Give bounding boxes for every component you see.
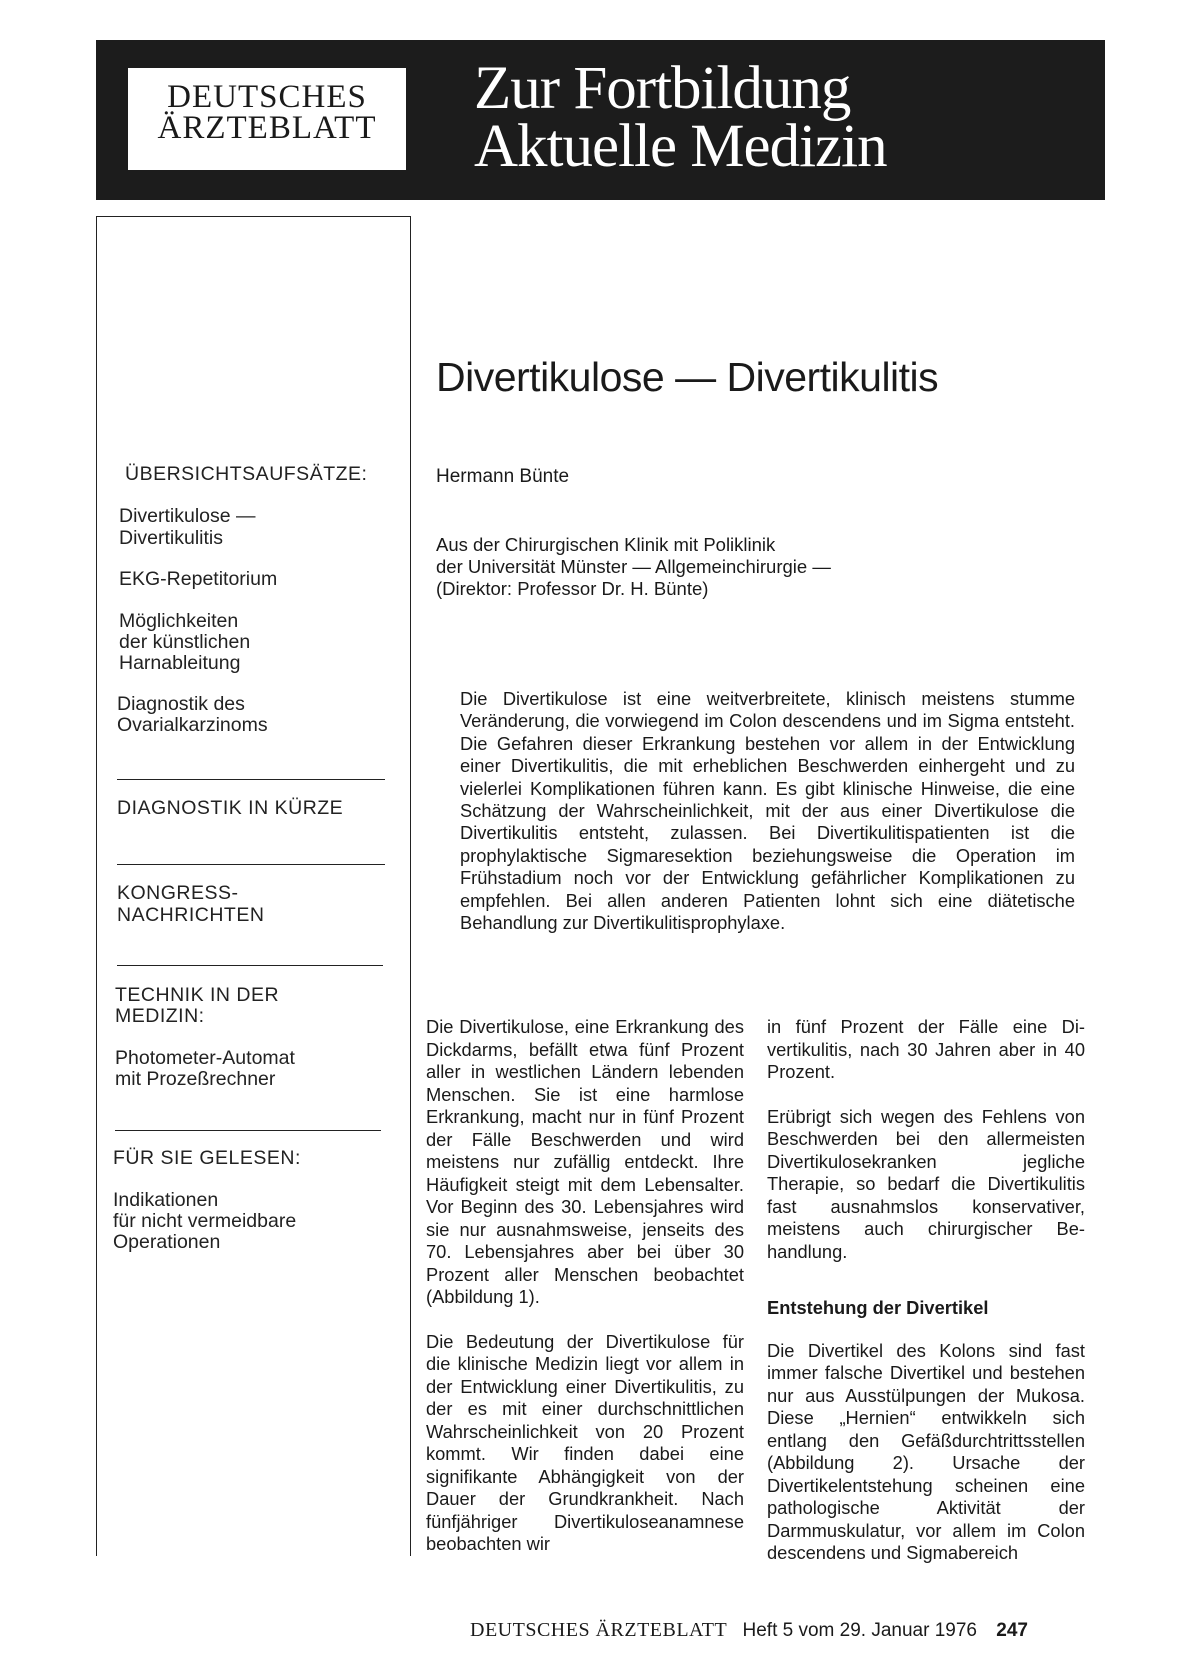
sidebar-item-photometer: Photometer-Automat [115, 1047, 295, 1069]
sidebar-item-indikationen-line3: Operationen [113, 1231, 221, 1253]
body-paragraph: Erübrigt sich wegen des Fehlens von Beschwerden bei den allermeisten Divertikulosekranken jegliche Therapie, so bedarf die Divertikulitis fast ausnahmslos konservativer, meistens auch chirurgischer Behandlung. [767, 1105, 1085, 1262]
article-abstract: Die Divertikulose ist eine weitverbreitete, klinisch meistens stumme Veränderung, die vorwiegend im Colon descendens und im Sigma entsteht. Die Gefahren dieser Erkrankung bestehen vor allem in der Entwicklung einer Divertikulitis, die mit erheblichen Beschwerden einhergeht und zu vielerlei Komplikationen führen kann. Es gibt klinische Hinweise, die eine Schätzung der Wahrscheinlichkeit, mit der aus einer Divertikulose die Divertikulitis entsteht, zulassen. Bei Divertikulitispatienten ist die prophylaktische Sigmaresektion beziehungsweise die Operation im Frühstadium noch vor der Entwicklung gefährlicher Komplikationen zu empfehlen. Bei allen anderen Patienten lohnt sich eine diätetische Behandlung zur Divertikulitisprophylaxe. [460, 688, 1075, 934]
sidebar-item-ovarialkarzinom: Diagnostik des [117, 693, 245, 715]
journal-logo [128, 68, 406, 170]
sidebar-item-indikationen-line2: für nicht vermeidbare [113, 1210, 297, 1232]
sidebar-item-divertikulose: Divertikulose — [119, 505, 256, 527]
sidebar-item-ovarialkarzinom-line2: Ovarialkarzinoms [117, 714, 268, 736]
contents-sidebar [96, 216, 411, 1556]
logo-line-2: ÄRZTEBLATT [157, 110, 377, 146]
sidebar-heading-technik-line2: MEDIZIN: [115, 1005, 205, 1027]
article-affiliation [436, 534, 831, 600]
affiliation-line-3: (Direktor: Professor Dr. H. Bünte) [436, 578, 709, 599]
sidebar-item-indikationen: Indikationen [113, 1189, 219, 1211]
sidebar-heading-gelesen: FÜR SIE GELESEN: [113, 1147, 301, 1169]
sidebar-item-photometer-line2: mit Prozeßrechner [115, 1068, 276, 1090]
page-footer [470, 1618, 1028, 1643]
sidebar-heading-kongress-line2: NACHRICHTEN [117, 904, 265, 926]
sidebar-heading-diagnostik: DIAGNOSTIK IN KÜRZE [117, 797, 344, 819]
affiliation-line-1: Aus der Chirurgischen Klinik mit Poliklinik [436, 534, 776, 555]
sidebar-item-harnableitung: Möglichkeiten [119, 610, 239, 632]
page-number: 247 [996, 1620, 1028, 1641]
sidebar-item-ekg: EKG-Repetitorium [119, 568, 278, 590]
footer-journal: DEUTSCHES ÄRZTEBLATT [470, 1619, 728, 1641]
body-paragraph: in fünf Prozent der Fälle eine Divertikulitis, nach 30 Jahren aber in 40 Prozent. [767, 1016, 1085, 1082]
footer-issue: Heft 5 vom 29. Januar 1976 [742, 1620, 977, 1641]
sidebar-heading-kongress: KONGRESS- [117, 882, 239, 904]
body-paragraph: Die Bedeutung der Divertikulose für die klinische Medizin liegt vor allem in der Entwicklung einer Divertikulitis, zu der es mit einer durchschnittlichen Wahrscheinlichkeit von 20 Prozent kommt. Wir finden dabei eine signifikante Abhängigkeit von der Dauer der Grundkrankheit. Nach fünfjähriger Divertikuloseanamnese beobachten wir [426, 1330, 744, 1554]
article-author: Hermann Bünte [436, 466, 570, 487]
sidebar-divider [115, 1130, 381, 1131]
sidebar-item-harnableitung-line3: Harnableitung [119, 652, 241, 674]
section-title-line-2: Aktuelle Medizin [474, 113, 887, 180]
body-column-left [426, 1016, 744, 1578]
sidebar-divider [117, 779, 385, 780]
sidebar-item-divertikulose-line2: Divertikulitis [119, 527, 224, 549]
sidebar-heading-technik: TECHNIK IN DER [115, 984, 280, 1006]
sidebar-heading-overview: ÜBERSICHTSAUFSÄTZE: [125, 463, 368, 485]
logo-line-1: DEUTSCHES [167, 79, 367, 115]
section-title-line-1: Zur Fortbildung [474, 55, 851, 122]
sidebar-divider [117, 864, 385, 865]
section-title [474, 55, 887, 180]
body-paragraph: Die Divertikulose, eine Erkrankung des Dickdarms, befällt etwa fünf Prozent aller in westlichen Ländern lebenden Menschen. Sie ist eine harmlose Erkrankung, macht nur in fünf Prozent der Fälle Beschwerden und wird meistens nur zufällig entdeckt. Ihre Häufigkeit steigt mit dem Lebensalter. Vor Beginn des 30. Lebensjahres wird sie nur ausnahmsweise, jenseits des 70. Lebensjahres aber bei über 30 Prozent aller Menschen beobachtet (Abbildung 1). [426, 1016, 744, 1307]
body-paragraph: Die Divertikel des Kolons sind fast immer falsche Divertikel und bestehen nur aus Ausstülpungen der Mukosa. Diese „Hernien“ entwikkeln sich entlang den Gefäßdurchtrittsstellen (Abbildung 2). Ursache der Divertikelentstehung scheinen eine pathologische Aktivität der Darmmuskulatur, vor allem im Colon descendens und Sigmabereich [767, 1339, 1085, 1563]
sidebar-item-harnableitung-line2: der künstlichen [119, 631, 251, 653]
body-column-right [767, 1016, 1085, 1587]
section-heading: Entstehung der Divertikel [767, 1297, 989, 1318]
affiliation-line-2: der Universität Münster — Allgemeinchirurgie — [436, 556, 831, 577]
masthead-bar [96, 40, 1105, 200]
sidebar-divider [117, 965, 383, 966]
article-title: Divertikulose — Divertikulitis [436, 354, 939, 400]
